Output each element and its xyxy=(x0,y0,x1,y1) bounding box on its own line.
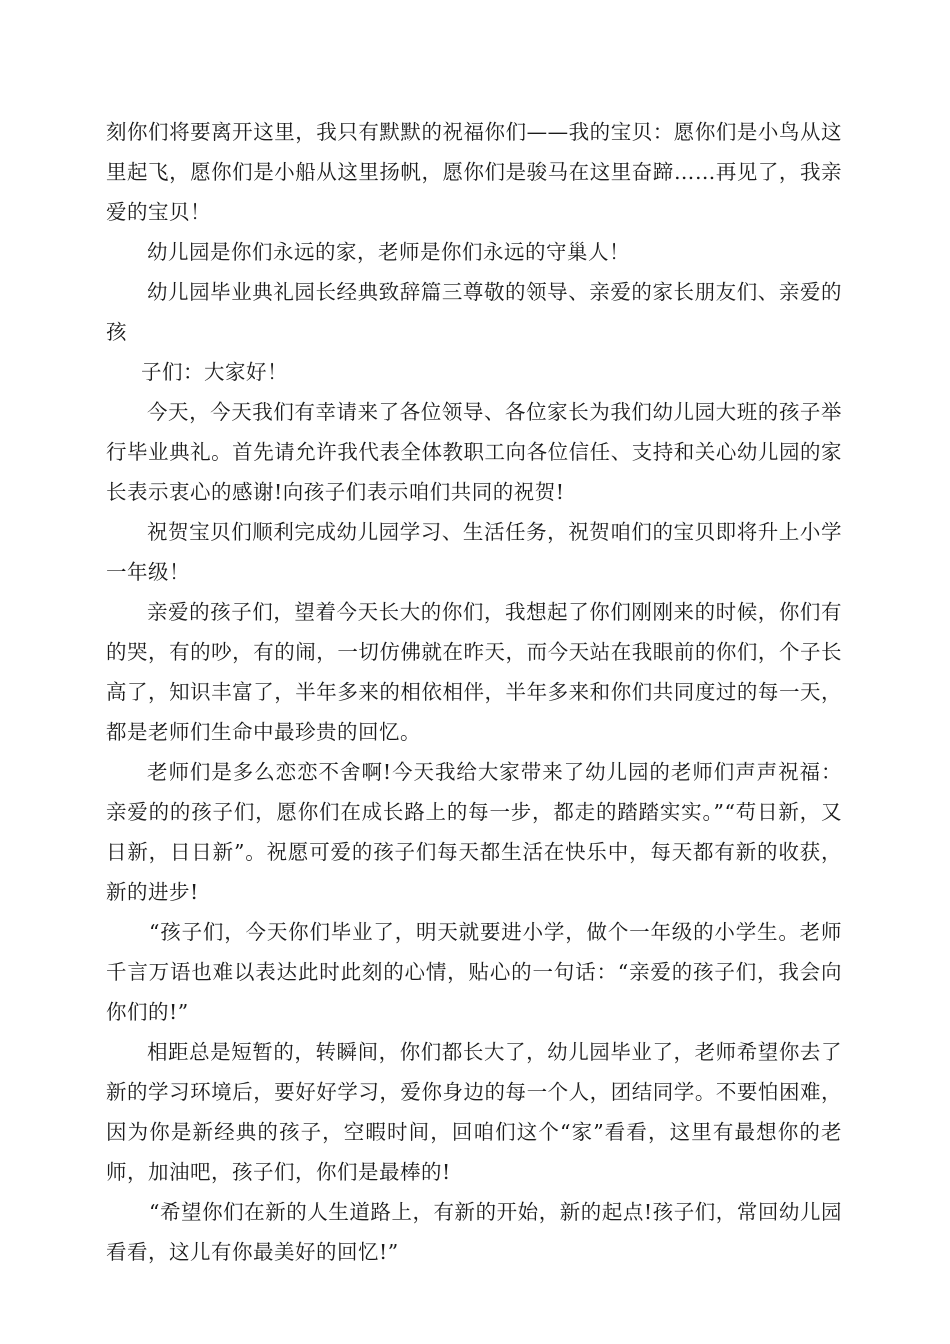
paragraph-closing-wish: “希望你们在新的人生道路上，有新的开始，新的起点!孩子们，常回幼儿园看看，这儿有你最美好的回忆!” xyxy=(106,1200,842,1264)
paragraph-graduation-message: “孩子们，今天你们毕业了，明天就要进小学，做个一年级的小学生。老师千言万语也难以表达此时此刻的心情，贴心的一句话：“亲爱的孩子们，我会向你们的!” xyxy=(106,920,842,1024)
paragraph-home-statement: 幼儿园是你们永远的家，老师是你们永远的守巢人！ xyxy=(147,240,630,264)
paragraph-speech-heading: 幼儿园毕业典礼园长经典致辞篇三尊敬的领导、亲爱的家长朋友们、亲爱的孩 xyxy=(106,280,842,344)
document-body xyxy=(106,112,842,1272)
paragraph-encouragement: 相距总是短暂的，转瞬间，你们都长大了，幼儿园毕业了，老师希望你去了新的学习环境后，要好好学习，爱你身边的每一个人，团结同学。不要怕困难，因为你是新经典的孩子，空暇时间，回咱们这个“家”看看，这里有最想你的老师，加油吧，孩子们，你们是最棒的! xyxy=(106,1040,842,1184)
paragraph-greeting: 子们：大家好！ xyxy=(141,360,288,384)
paragraph-teacher-wishes: 老师们是多么恋恋不舍啊!今天我给大家带来了幼儿园的老师们声声祝福：亲爱的的孩子们，愿你们在成长路上的每一步，都走的踏踏实实。”“苟日新，又日新，日日新”。祝愿可爱的孩子们每天都生活在快乐中，每天都有新的收获，新的进步! xyxy=(106,760,842,904)
paragraph-congratulations: 祝贺宝贝们顺利完成幼儿园学习、生活任务，祝贺咱们的宝贝即将升上小学一年级！ xyxy=(106,520,842,584)
paragraph-memories: 亲爱的孩子们，望着今天长大的你们，我想起了你们刚刚来的时候，你们有的哭，有的吵，有的闹，一切仿佛就在昨天，而今天站在我眼前的你们，个子长高了，知识丰富了，半年多来的相依相伴，半年多来和你们共同度过的每一天，都是老师们生命中最珍贵的回忆。 xyxy=(106,600,842,744)
paragraph-farewell-blessing: 刻你们将要离开这里，我只有默默的祝福你们——我的宝贝：愿你们是小鸟从这里起飞，愿你们是小船从这里扬帆，愿你们是骏马在这里奋蹄……再见了，我亲爱的宝贝！ xyxy=(106,120,842,224)
paragraph-opening: 今天，今天我们有幸请来了各位领导、各位家长为我们幼儿园大班的孩子举行毕业典礼。首先请允许我代表全体教职工向各位信任、支持和关心幼儿园的家长表示衷心的感谢!向孩子们表示咱们共同的祝贺! xyxy=(106,400,842,504)
